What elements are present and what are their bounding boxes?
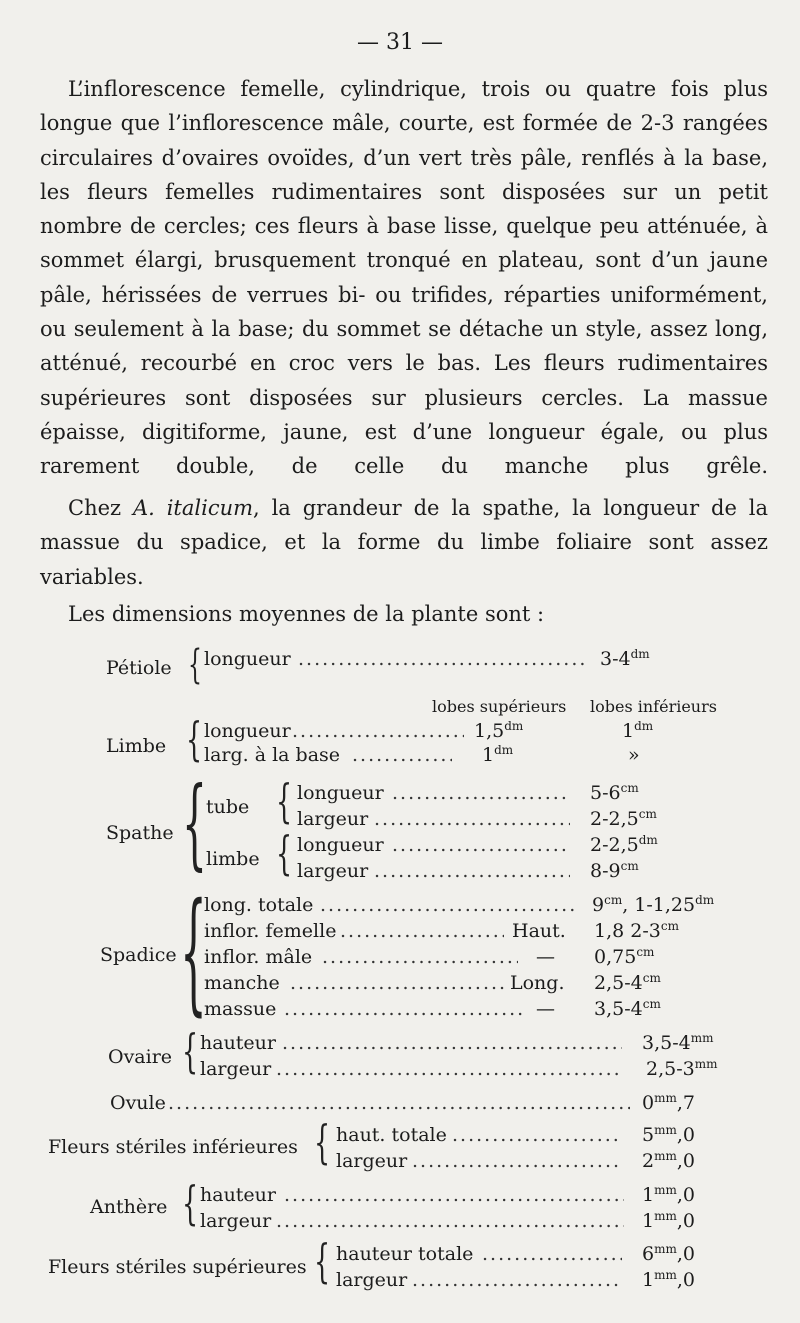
dot-leader	[340, 920, 504, 942]
dot-leader	[168, 1092, 630, 1114]
row-label-fleurs-inferieures: Fleurs stériles inférieures	[48, 1136, 298, 1158]
row-label-ovaire: Ovaire	[108, 1046, 173, 1068]
cell-label: larg. à la base	[204, 744, 341, 766]
dot-leader	[284, 1184, 624, 1206]
cell-value: $1^{mm},0$	[642, 1268, 695, 1291]
header-lower-lobes: lobes inférieurs	[590, 697, 717, 716]
cell-label: hauteur	[200, 1184, 276, 1206]
brace: {	[276, 774, 293, 828]
cell-label: largeur	[336, 1150, 408, 1172]
cell-label: inflor. mâle	[204, 946, 313, 968]
dot-leader	[320, 894, 574, 916]
brace: {	[314, 1234, 331, 1288]
brace: {	[188, 642, 202, 688]
paragraph-italicum: Chez A. italicum, la grandeur de la spathe, la longueur de la massue du spadice, et la forme du limbe foliaire sont assez	[40, 496, 768, 555]
dot-leader	[412, 1269, 622, 1291]
header-upper-lobes: lobes supérieurs	[432, 697, 567, 716]
cell-value: $9^{cm}$, $1-1,25^{dm}$	[592, 893, 715, 916]
page-number: — 31 —	[357, 30, 443, 55]
dot-leader	[298, 648, 588, 670]
dot-leader	[452, 1124, 622, 1146]
dot-leader	[322, 946, 518, 968]
cell-label: largeur	[297, 860, 369, 882]
row-label-ovule: Ovule	[110, 1092, 166, 1114]
row-label-limbe: Limbe	[106, 735, 167, 757]
row-label-petiole: Pétiole	[106, 657, 172, 679]
dot-leader	[276, 1058, 622, 1080]
cell-value: $2-2,5^{cm}$	[590, 807, 657, 830]
brace: {	[182, 767, 207, 881]
cell-label: massue	[204, 998, 277, 1020]
cell-label: hauteur	[200, 1032, 276, 1054]
cell-value: $1^{dm}$	[482, 743, 514, 766]
dot-leader	[392, 782, 570, 804]
cell-label: inflor. femelle	[204, 920, 337, 942]
cell-value: $1,5^{dm}$	[474, 719, 524, 742]
dot-leader	[412, 1150, 622, 1172]
cell-mid: Long.	[510, 972, 565, 994]
dot-leader	[282, 1032, 622, 1054]
row-label-anthere: Anthère	[90, 1196, 168, 1218]
row-label-fleurs-superieures: Fleurs stériles supérieures	[48, 1256, 307, 1278]
cell-value: $8-9^{cm}$	[590, 859, 639, 882]
cell-value: $6^{mm},0$	[642, 1242, 695, 1265]
species-name: A. italicum	[132, 496, 254, 520]
dot-leader	[482, 1243, 622, 1265]
cell-label: longueur	[297, 782, 384, 804]
spathe-tube-label: tube	[206, 796, 250, 818]
cell-value: »	[628, 744, 640, 766]
cell-label: longueur	[204, 720, 291, 742]
cell-value: $1^{mm},0$	[642, 1209, 695, 1232]
brace: {	[314, 1115, 331, 1169]
cell-mid: —	[536, 946, 555, 968]
row-label-spathe: Spathe	[106, 822, 174, 844]
cell-value: $3,5-4^{mm}$	[642, 1031, 714, 1054]
cell-value: $2^{mm},0$	[642, 1149, 695, 1172]
dimensions-intro: Les dimensions moyennes de la plante sont :	[68, 602, 545, 626]
cell-label: largeur	[200, 1210, 272, 1232]
brace: {	[186, 712, 203, 766]
brace: {	[276, 826, 293, 880]
cell-label: long. totale	[204, 894, 314, 916]
cell-label: hauteur totale	[336, 1243, 474, 1265]
cell-value: $2-2,5^{dm}$	[590, 833, 658, 856]
cell-mid: —	[536, 998, 555, 1020]
cell-value: $3,5-4^{cm}$	[594, 997, 661, 1020]
dot-leader	[292, 720, 464, 742]
cell-label: longueur	[204, 648, 291, 670]
brace: {	[182, 1176, 199, 1230]
spathe-limbe-label: limbe	[206, 848, 260, 870]
dot-leader	[290, 972, 504, 994]
row-label-spadice: Spadice	[100, 944, 177, 966]
dot-leader	[276, 1210, 624, 1232]
dot-leader	[284, 998, 522, 1020]
cell-value: $3-4^{dm}$	[600, 647, 650, 670]
brace: {	[180, 875, 207, 1029]
brace: {	[182, 1024, 199, 1078]
cell-label: manche	[204, 972, 280, 994]
cell-value: $0,75^{cm}$	[594, 945, 655, 968]
cell-mid: Haut.	[512, 920, 566, 942]
cell-value: 1,8 $2-3^{cm}$	[594, 919, 679, 942]
cell-value: $2,5-3^{mm}$	[646, 1057, 718, 1080]
cell-value: $5-6^{cm}$	[590, 781, 639, 804]
paragraph-inflorescence: L’inflorescence femelle, cylindrique, trois ou quatre fois plus longue que l’inflorescence mâle, courte, est formée de 2-3 rangées circulaires d’ovaires ovoïdes, d’un vert très pâle, renflés à la base, les fleurs femelles rudimentaires sont disposées sur un petit nombre de cercles; ces fleurs à base lisse, quelque peu atténuée, à sommet élargi, brusquement tronqué en plateau, sont d’un jaune pâle, hérissées de verrues bi- ou trifides, réparties uniformément, ou seulement à la base; du sommet se détache un style, assez long, atténué, recourbé en croc vers le bas. Les fleurs rudimentaires supérieures sont disposées sur plusieurs cercles. La massue épaisse, digitiforme, jaune, est d’une longueur égale, ou plus rarement double, de celle du manche plus grêle.	[40, 77, 768, 479]
cell-label: haut. totale	[336, 1124, 447, 1146]
cell-label: largeur	[200, 1058, 272, 1080]
paragraph-italicum-end: variables.	[40, 565, 144, 589]
cell-label: largeur	[297, 808, 369, 830]
cell-label: largeur	[336, 1269, 408, 1291]
dot-leader	[374, 860, 570, 882]
cell-value: $5^{mm},0$	[642, 1123, 695, 1146]
cell-value: $1^{mm},0$	[642, 1183, 695, 1206]
dot-leader	[352, 744, 452, 766]
cell-value: $0^{mm},7$	[642, 1091, 695, 1114]
dot-leader	[392, 834, 570, 856]
dot-leader	[374, 808, 570, 830]
cell-label: longueur	[297, 834, 384, 856]
cell-value: $2,5-4^{cm}$	[594, 971, 661, 994]
cell-value: $1^{dm}$	[622, 719, 654, 742]
